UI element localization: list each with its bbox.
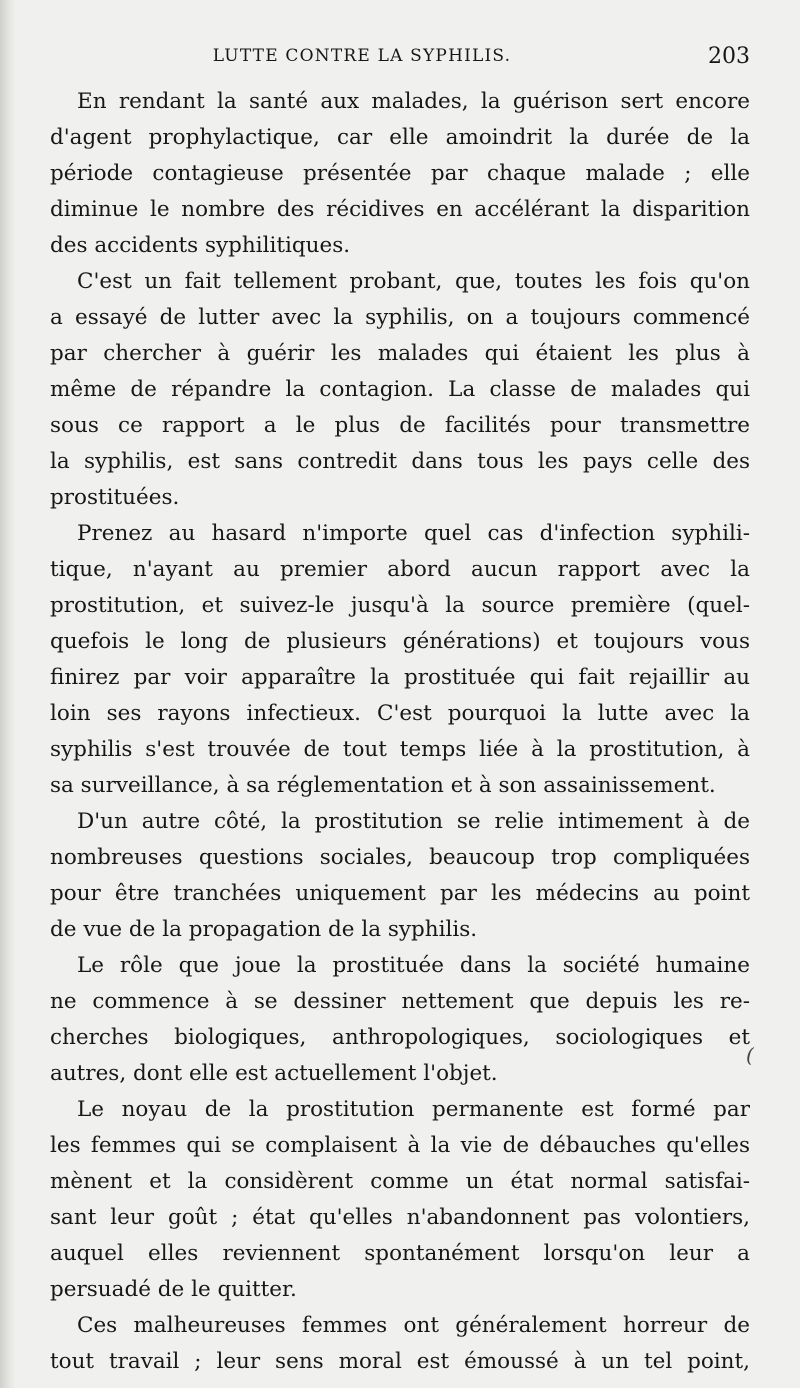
- text-line: C'est un fait tellement probant, que, toutes les fois qu'on: [77, 269, 750, 294]
- text-line: persuadé de le quitter.: [50, 1277, 297, 1302]
- text-line: D'un autre côté, la prostitution se relie intimement à de: [77, 809, 750, 834]
- text-line: Le rôle que joue la prostituée dans la société humaine: [77, 953, 750, 978]
- page-gutter-shadow: [0, 0, 16, 1388]
- text-line: sa surveillance, à sa réglementation et à son assainissement.: [50, 773, 716, 798]
- text-line: tout travail ; leur sens moral est émoussé à un tel point,: [50, 1349, 750, 1374]
- text-line: période contagieuse présentée par chaque malade ; elle: [50, 161, 750, 186]
- text-line: même de répandre la contagion. La classe de malades qui: [50, 377, 750, 402]
- text-line: finirez par voir apparaître la prostituée qui fait rejaillir au: [50, 665, 750, 690]
- text-line: des accidents syphilitiques.: [50, 233, 351, 258]
- text-line: syphilis s'est trouvée de tout temps liée à la prostitution, à: [50, 737, 750, 762]
- text-line: Prenez au hasard n'importe quel cas d'infection syphili-: [77, 521, 750, 546]
- text-line: sant leur goût ; état qu'elles n'abandonnent pas volontiers,: [50, 1205, 750, 1230]
- text-line: Le noyau de la prostitution permanente est formé par: [77, 1097, 750, 1122]
- text-line: pour être tranchées uniquement par les médecins au point: [50, 881, 750, 906]
- text-line: quefois le long de plusieurs générations) et toujours vous: [50, 629, 750, 654]
- text-line: cherches biologiques, anthropologiques, sociologiques et: [50, 1025, 750, 1050]
- text-line: nombreuses questions sociales, beaucoup trop compliquées: [50, 845, 750, 870]
- text-line: En rendant la santé aux malades, la guérison sert encore: [77, 89, 750, 114]
- text-line: prostitution, et suivez-le jusqu'à la source première (quel-: [50, 593, 750, 618]
- text-line: les femmes qui se complaisent à la vie de débauches qu'elles: [50, 1133, 750, 1158]
- text-line: par chercher à guérir les malades qui étaient les plus à: [50, 341, 750, 366]
- text-line: a essayé de lutter avec la syphilis, on a toujours commencé: [50, 305, 750, 330]
- text-line: Ces malheureuses femmes ont généralement horreur de: [77, 1313, 750, 1338]
- page-number: 203: [708, 44, 750, 69]
- body-text: [50, 84, 750, 1380]
- text-line: tique, n'ayant au premier abord aucun rapport avec la: [50, 557, 750, 582]
- running-title: LUTTE CONTRE LA SYPHILIS.: [212, 46, 512, 66]
- text-line: ne commence à se dessiner nettement que depuis les re-: [50, 989, 750, 1014]
- text-line: de vue de la propagation de la syphilis.: [50, 917, 478, 942]
- text-line: la syphilis, est sans contredit dans tous les pays celle des: [50, 449, 750, 474]
- text-line: prostituées.: [50, 485, 180, 510]
- text-line: d'agent prophylactique, car elle amoindrit la durée de la: [50, 125, 750, 150]
- running-head: [52, 44, 750, 74]
- text-line: mènent et la considèrent comme un état normal satisfai-: [50, 1169, 750, 1194]
- text-line: sous ce rapport a le plus de facilités pour transmettre: [50, 413, 750, 438]
- text-line: diminue le nombre des récidives en accélérant la disparition: [50, 197, 750, 222]
- text-line: auquel elles reviennent spontanément lorsqu'on leur a: [50, 1241, 750, 1266]
- stray-mark: (: [746, 1043, 754, 1067]
- text-line: loin ses rayons infectieux. C'est pourquoi la lutte avec la: [50, 701, 750, 726]
- text-line: autres, dont elle est actuellement l'objet.: [50, 1061, 498, 1086]
